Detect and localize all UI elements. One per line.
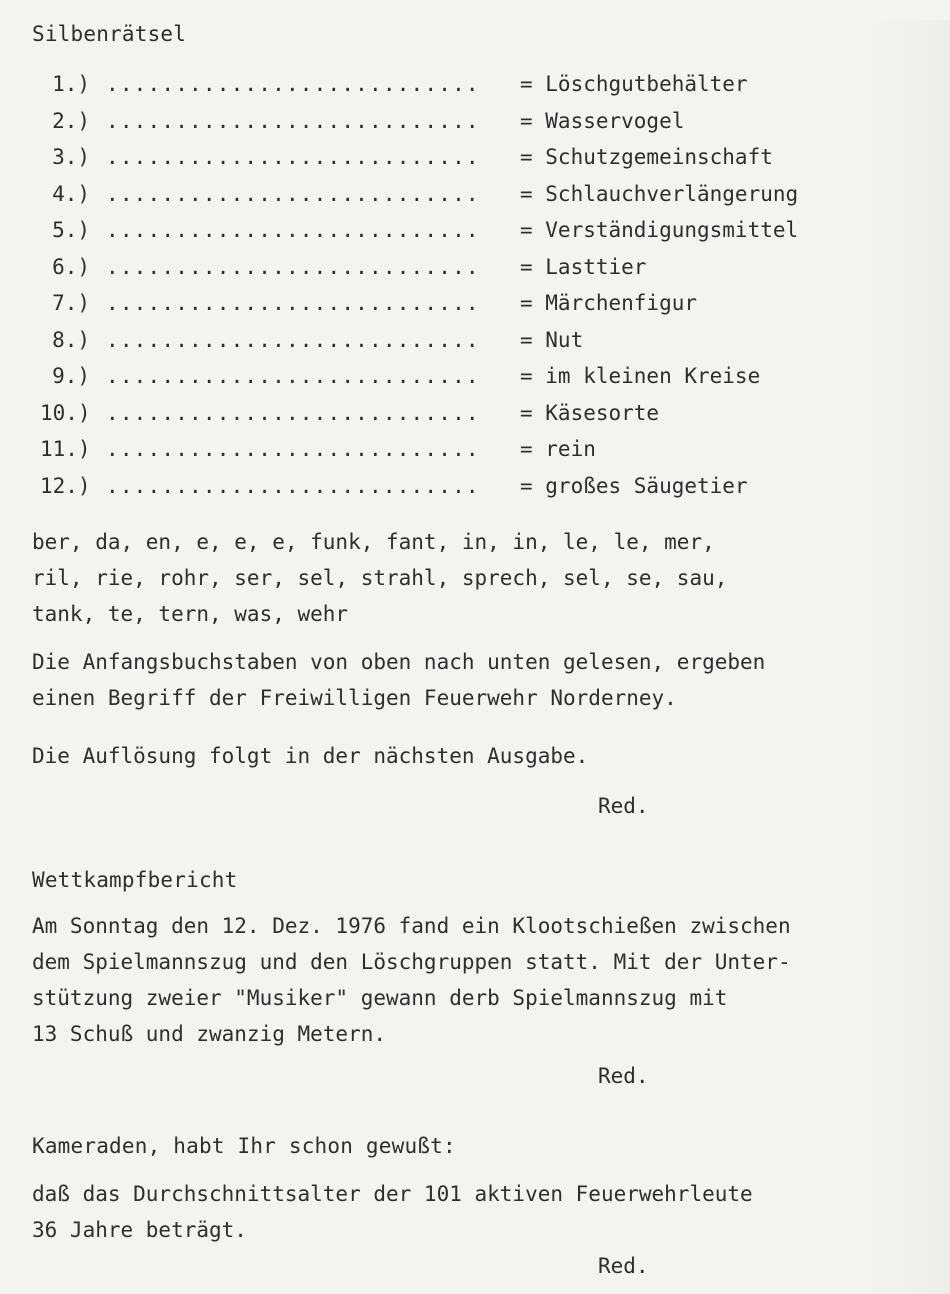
puzzle-definition: = Schlauchverlängerung — [520, 181, 799, 206]
answer-blank: ........................... — [106, 364, 480, 388]
answer-blank: ........................... — [106, 181, 480, 206]
report-line: dem Spielmannszug und den Löschgruppen statt. Mit der Unter- — [32, 950, 791, 974]
solution-note: Die Auflösung folgt in der nächsten Ausgabe. — [32, 744, 589, 768]
signature-red: Red. — [598, 1064, 649, 1088]
puzzle-title: Silbenrätsel — [32, 22, 187, 46]
syllable-line: ril, rie, rohr, ser, sel, strahl, sprech, sel, se, sau, — [32, 566, 728, 590]
syllable-line: ber, da, en, e, e, e, funk, fant, in, in, le, le, mer, — [32, 530, 715, 554]
hint-line: einen Begriff der Freiwilligen Feuerwehr Norderney. — [32, 686, 677, 710]
bleed-through-shadow — [870, 20, 950, 1294]
answer-blank: ........................... — [106, 218, 480, 242]
answer-blank: ........................... — [106, 72, 480, 96]
answer-blank: ........................... — [106, 291, 480, 315]
report-line: Am Sonntag den 12. Dez. 1976 fand ein Klootschießen zwischen — [32, 914, 791, 938]
answer-blank: ........................... — [106, 327, 480, 352]
answer-blank: ........................... — [106, 254, 480, 279]
puzzle-definition: = großes Säugetier — [520, 473, 748, 498]
puzzle-definition: = rein — [520, 437, 596, 461]
puzzle-definition: = Verständigungsmittel — [520, 218, 799, 242]
puzzle-number: 2.) — [52, 108, 90, 133]
info-line: 36 Jahre beträgt. — [32, 1218, 247, 1242]
answer-blank: ........................... — [106, 145, 480, 169]
puzzle-number: 11.) — [40, 437, 91, 461]
answer-blank: ........................... — [106, 400, 480, 425]
puzzle-number: 6.) — [52, 254, 90, 279]
info-line: daß das Durchschnittsalter der 101 aktiven Feuerwehrleute — [32, 1182, 753, 1206]
puzzle-number: 3.) — [52, 145, 90, 169]
puzzle-number: 10.) — [40, 400, 91, 425]
answer-blank: ........................... — [106, 437, 480, 461]
puzzle-number: 5.) — [52, 218, 90, 242]
puzzle-definition: = Lasttier — [520, 254, 647, 279]
puzzle-definition: = Märchenfigur — [520, 291, 698, 315]
hint-line: Die Anfangsbuchstaben von oben nach unten gelesen, ergeben — [32, 650, 766, 674]
info-title: Kameraden, habt Ihr schon gewußt: — [32, 1134, 456, 1158]
puzzle-number: 7.) — [52, 291, 90, 315]
puzzle-definition: = Löschgutbehälter — [520, 72, 748, 96]
puzzle-definition: = im kleinen Kreise — [520, 364, 761, 388]
answer-blank: ........................... — [106, 473, 480, 498]
puzzle-number: 8.) — [52, 327, 90, 352]
puzzle-number: 4.) — [52, 181, 90, 206]
puzzle-number: 12.) — [40, 473, 91, 498]
puzzle-number: 9.) — [52, 364, 90, 388]
puzzle-definition: = Nut — [520, 327, 584, 352]
puzzle-number: 1.) — [52, 72, 90, 96]
signature-red: Red. — [598, 1254, 649, 1278]
answer-blank: ........................... — [106, 108, 480, 133]
puzzle-definition: = Käsesorte — [520, 400, 660, 425]
puzzle-definition: = Schutzgemeinschaft — [520, 145, 773, 169]
report-line: stützung zweier "Musiker" gewann derb Spielmannszug mit — [32, 986, 728, 1010]
syllable-line: tank, te, tern, was, wehr — [32, 602, 349, 626]
report-line: 13 Schuß und zwanzig Metern. — [32, 1022, 387, 1046]
puzzle-definition: = Wasservogel — [520, 108, 685, 133]
signature-red: Red. — [598, 794, 649, 818]
report-title: Wettkampfbericht — [32, 868, 238, 892]
